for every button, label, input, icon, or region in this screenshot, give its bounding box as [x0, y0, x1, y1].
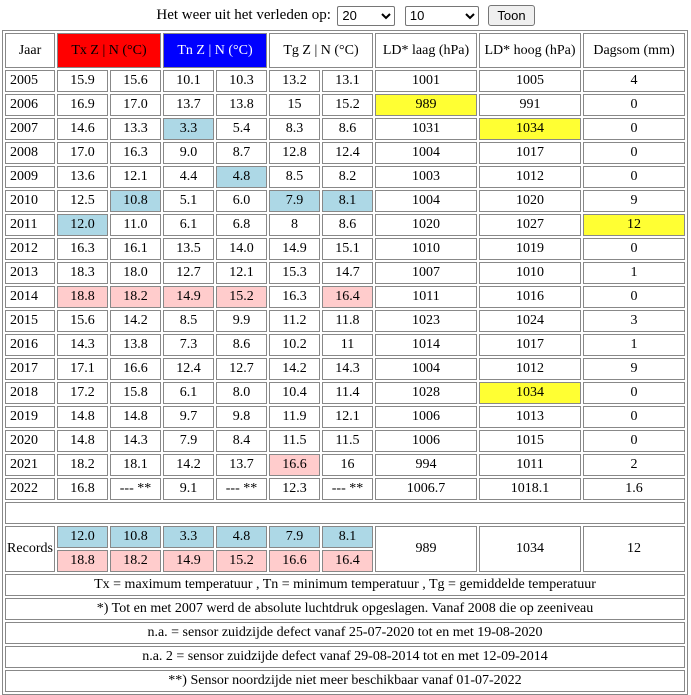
table-row [5, 358, 685, 380]
cell-rain: 1 [583, 334, 685, 356]
cell-tn-north: 8.4 [216, 430, 267, 452]
cell-tn-north: 5.4 [216, 118, 267, 140]
records-label: Records [5, 526, 55, 572]
cell-tg-south: 8 [269, 214, 320, 236]
note-row [5, 670, 685, 692]
cell-tg-north: 16.4 [322, 286, 373, 308]
cell-tn-north: 12.7 [216, 358, 267, 380]
header-rain: Dagsom (mm) [583, 33, 685, 68]
cell-tn-north: 8.0 [216, 382, 267, 404]
cell-tx-south: 18.2 [57, 454, 108, 476]
cell-year: 2020 [5, 430, 55, 452]
cell-year: 2010 [5, 190, 55, 212]
cell-rain: 2 [583, 454, 685, 476]
record-ld-high: 1034 [479, 526, 581, 572]
table-row [5, 118, 685, 140]
cell-tn-north: 12.1 [216, 262, 267, 284]
cell-tx-north: 10.8 [110, 190, 161, 212]
cell-tn-north: 15.2 [216, 286, 267, 308]
cell-ld-low: 1031 [375, 118, 477, 140]
record-high-cell: 18.2 [110, 550, 161, 572]
cell-year: 2016 [5, 334, 55, 356]
record-low-cell: 4.8 [216, 526, 267, 548]
record-low-cell: 8.1 [322, 526, 373, 548]
note-row [5, 574, 685, 596]
cell-tn-south: 9.0 [163, 142, 214, 164]
cell-tg-north: 11 [322, 334, 373, 356]
note-row [5, 646, 685, 668]
cell-tx-south: 17.2 [57, 382, 108, 404]
cell-year: 2011 [5, 214, 55, 236]
header-ld-low: LD* laag (hPa) [375, 33, 477, 68]
table-row [5, 478, 685, 500]
cell-tn-south: 4.4 [163, 166, 214, 188]
cell-tx-north: 16.6 [110, 358, 161, 380]
cell-tg-north: 16 [322, 454, 373, 476]
cell-rain: 0 [583, 94, 685, 116]
table-row [5, 430, 685, 452]
cell-year: 2021 [5, 454, 55, 476]
cell-ld-low: 1020 [375, 214, 477, 236]
cell-ld-low: 1003 [375, 166, 477, 188]
cell-year: 2007 [5, 118, 55, 140]
cell-tg-south: 16.6 [269, 454, 320, 476]
cell-rain: 0 [583, 142, 685, 164]
record-low-cell: 7.9 [269, 526, 320, 548]
cell-tn-south: 9.7 [163, 406, 214, 428]
cell-tg-south: 14.9 [269, 238, 320, 260]
cell-tg-north: 12.1 [322, 406, 373, 428]
cell-rain: 1 [583, 262, 685, 284]
cell-tx-south: 16.8 [57, 478, 108, 500]
cell-tx-north: 18.1 [110, 454, 161, 476]
cell-year: 2008 [5, 142, 55, 164]
header-row [5, 33, 685, 68]
cell-tn-south: 8.5 [163, 310, 214, 332]
cell-tg-south: 8.3 [269, 118, 320, 140]
cell-tg-north: 13.1 [322, 70, 373, 92]
cell-ld-high: 1015 [479, 430, 581, 452]
cell-rain: 0 [583, 406, 685, 428]
cell-tx-south: 12.5 [57, 190, 108, 212]
cell-tx-south: 15.9 [57, 70, 108, 92]
cell-rain: 3 [583, 310, 685, 332]
cell-tx-south: 15.6 [57, 310, 108, 332]
cell-ld-high: 1016 [479, 286, 581, 308]
cell-tg-south: 10.4 [269, 382, 320, 404]
cell-tx-north: 15.8 [110, 382, 161, 404]
cell-tn-south: 14.2 [163, 454, 214, 476]
record-high-cell: 16.4 [322, 550, 373, 572]
cell-ld-high: 1034 [479, 118, 581, 140]
records-section [5, 502, 685, 692]
record-high-cell: 15.2 [216, 550, 267, 572]
cell-year: 2009 [5, 166, 55, 188]
cell-tx-south: 18.3 [57, 262, 108, 284]
cell-ld-low: 1023 [375, 310, 477, 332]
header-tn: Tn Z | N (°C) [163, 33, 267, 68]
cell-rain: 0 [583, 430, 685, 452]
note-sensor-north: **) Sensor noordzijde niet meer beschikbaar vanaf 01-07-2022 [5, 670, 685, 692]
cell-tx-north: 17.0 [110, 94, 161, 116]
note-pressure: *) Tot en met 2007 werd de absolute luchtdruk opgeslagen. Vanaf 2008 die op zeeniveau [5, 598, 685, 620]
cell-tn-north: 10.3 [216, 70, 267, 92]
cell-rain: 0 [583, 166, 685, 188]
cell-tx-north: 14.3 [110, 430, 161, 452]
cell-ld-high: 991 [479, 94, 581, 116]
cell-ld-high: 1018.1 [479, 478, 581, 500]
query-controls [0, 5, 691, 29]
records-row-low [5, 526, 685, 548]
cell-tn-south: 7.3 [163, 334, 214, 356]
cell-tg-south: 11.9 [269, 406, 320, 428]
cell-ld-high: 1010 [479, 262, 581, 284]
spacer-row [5, 502, 685, 524]
cell-ld-high: 1034 [479, 382, 581, 404]
cell-tn-south: 10.1 [163, 70, 214, 92]
note-row [5, 622, 685, 644]
header-tx: Tx Z | N (°C) [57, 33, 161, 68]
record-ld-low: 989 [375, 526, 477, 572]
cell-tx-north: 13.8 [110, 334, 161, 356]
day-select[interactable] [337, 6, 395, 26]
cell-tg-north: 8.6 [322, 214, 373, 236]
cell-tx-south: 17.0 [57, 142, 108, 164]
note-sensor-2014: n.a. 2 = sensor zuidzijde defect vanaf 29-08-2014 tot en met 12-09-2014 [5, 646, 685, 668]
cell-ld-high: 1024 [479, 310, 581, 332]
cell-tg-north: 14.7 [322, 262, 373, 284]
cell-tx-north: 16.1 [110, 238, 161, 260]
cell-rain: 0 [583, 286, 685, 308]
table-row [5, 142, 685, 164]
note-legend: Tx = maximum temperatuur , Tn = minimum temperatuur , Tg = gemiddelde temperatuur [5, 574, 685, 596]
record-high-cell: 16.6 [269, 550, 320, 572]
cell-tn-north: --- ** [216, 478, 267, 500]
weather-history-table [2, 30, 688, 695]
month-select[interactable] [405, 6, 479, 26]
cell-ld-high: 1027 [479, 214, 581, 236]
cell-tg-north: 11.4 [322, 382, 373, 404]
cell-rain: 12 [583, 214, 685, 236]
cell-ld-low: 1006 [375, 430, 477, 452]
cell-ld-low: 1004 [375, 142, 477, 164]
record-low-cell: 10.8 [110, 526, 161, 548]
table-row [5, 190, 685, 212]
record-high-cell: 18.8 [57, 550, 108, 572]
cell-tg-south: 10.2 [269, 334, 320, 356]
cell-ld-high: 1020 [479, 190, 581, 212]
cell-tn-south: 14.9 [163, 286, 214, 308]
cell-tx-north: 13.3 [110, 118, 161, 140]
cell-ld-low: 1014 [375, 334, 477, 356]
cell-tn-south: 12.4 [163, 358, 214, 380]
cell-tx-south: 12.0 [57, 214, 108, 236]
record-low-cell: 3.3 [163, 526, 214, 548]
cell-tg-south: 11.2 [269, 310, 320, 332]
show-button[interactable]: Toon [488, 5, 534, 26]
cell-tg-south: 8.5 [269, 166, 320, 188]
cell-tn-south: 5.1 [163, 190, 214, 212]
cell-tg-south: 16.3 [269, 286, 320, 308]
year-rows [5, 70, 685, 500]
table-row [5, 238, 685, 260]
cell-tg-north: 15.2 [322, 94, 373, 116]
cell-ld-low: 1006 [375, 406, 477, 428]
table-row [5, 406, 685, 428]
cell-rain: 9 [583, 358, 685, 380]
cell-tn-north: 8.7 [216, 142, 267, 164]
cell-rain: 4 [583, 70, 685, 92]
cell-tx-north: 18.0 [110, 262, 161, 284]
cell-ld-low: 1028 [375, 382, 477, 404]
cell-ld-high: 1017 [479, 142, 581, 164]
cell-tn-south: 13.7 [163, 94, 214, 116]
cell-tg-north: 12.4 [322, 142, 373, 164]
cell-tn-north: 8.6 [216, 334, 267, 356]
cell-tg-north: 8.6 [322, 118, 373, 140]
cell-tx-south: 13.6 [57, 166, 108, 188]
cell-tn-north: 6.0 [216, 190, 267, 212]
note-row [5, 598, 685, 620]
cell-year: 2012 [5, 238, 55, 260]
cell-year: 2014 [5, 286, 55, 308]
cell-tx-north: 14.2 [110, 310, 161, 332]
cell-ld-high: 1012 [479, 166, 581, 188]
cell-ld-high: 1019 [479, 238, 581, 260]
cell-ld-high: 1005 [479, 70, 581, 92]
table-row [5, 166, 685, 188]
cell-rain: 0 [583, 118, 685, 140]
table-row [5, 94, 685, 116]
cell-rain: 1.6 [583, 478, 685, 500]
cell-tx-north: 12.1 [110, 166, 161, 188]
table-row [5, 334, 685, 356]
cell-rain: 0 [583, 382, 685, 404]
cell-year: 2022 [5, 478, 55, 500]
cell-ld-high: 1013 [479, 406, 581, 428]
cell-tn-south: 13.5 [163, 238, 214, 260]
cell-tx-south: 14.8 [57, 430, 108, 452]
record-low-cell: 12.0 [57, 526, 108, 548]
cell-year: 2019 [5, 406, 55, 428]
cell-tg-north: 14.3 [322, 358, 373, 380]
cell-tx-south: 14.8 [57, 406, 108, 428]
cell-tx-north: 18.2 [110, 286, 161, 308]
cell-tx-north: 16.3 [110, 142, 161, 164]
table-row [5, 286, 685, 308]
cell-tx-south: 16.3 [57, 238, 108, 260]
cell-tg-south: 11.5 [269, 430, 320, 452]
cell-tx-north: 11.0 [110, 214, 161, 236]
cell-year: 2018 [5, 382, 55, 404]
cell-tg-north: 11.8 [322, 310, 373, 332]
record-rain: 12 [583, 526, 685, 572]
cell-tg-south: 15 [269, 94, 320, 116]
cell-tg-south: 13.2 [269, 70, 320, 92]
cell-year: 2017 [5, 358, 55, 380]
cell-tx-south: 14.3 [57, 334, 108, 356]
table-row [5, 214, 685, 236]
cell-tg-south: 12.3 [269, 478, 320, 500]
cell-tn-south: 6.1 [163, 214, 214, 236]
cell-tx-north: 14.8 [110, 406, 161, 428]
cell-tn-north: 9.8 [216, 406, 267, 428]
cell-tx-north: --- ** [110, 478, 161, 500]
cell-tx-south: 16.9 [57, 94, 108, 116]
cell-ld-low: 1006.7 [375, 478, 477, 500]
cell-ld-low: 1001 [375, 70, 477, 92]
cell-rain: 9 [583, 190, 685, 212]
cell-tg-north: --- ** [322, 478, 373, 500]
cell-tn-north: 13.7 [216, 454, 267, 476]
cell-tg-south: 7.9 [269, 190, 320, 212]
header-year: Jaar [5, 33, 55, 68]
cell-tg-north: 15.1 [322, 238, 373, 260]
cell-tx-north: 15.6 [110, 70, 161, 92]
cell-tg-north: 8.1 [322, 190, 373, 212]
header-tg: Tg Z | N (°C) [269, 33, 373, 68]
note-sensor-2020: n.a. = sensor zuidzijde defect vanaf 25-07-2020 tot en met 19-08-2020 [5, 622, 685, 644]
cell-tg-south: 12.8 [269, 142, 320, 164]
cell-ld-low: 1010 [375, 238, 477, 260]
cell-ld-high: 1012 [479, 358, 581, 380]
cell-ld-low: 994 [375, 454, 477, 476]
cell-tn-south: 9.1 [163, 478, 214, 500]
cell-tn-south: 12.7 [163, 262, 214, 284]
cell-rain: 0 [583, 238, 685, 260]
table-row [5, 454, 685, 476]
cell-tx-south: 14.6 [57, 118, 108, 140]
cell-tn-south: 7.9 [163, 430, 214, 452]
cell-tg-north: 8.2 [322, 166, 373, 188]
cell-tn-north: 4.8 [216, 166, 267, 188]
cell-tn-north: 9.9 [216, 310, 267, 332]
cell-tn-south: 3.3 [163, 118, 214, 140]
cell-tn-north: 6.8 [216, 214, 267, 236]
cell-ld-high: 1011 [479, 454, 581, 476]
cell-tx-south: 18.8 [57, 286, 108, 308]
cell-ld-high: 1017 [479, 334, 581, 356]
record-high-cell: 14.9 [163, 550, 214, 572]
cell-tg-south: 15.3 [269, 262, 320, 284]
table-row [5, 70, 685, 92]
cell-ld-low: 1004 [375, 358, 477, 380]
table-row [5, 262, 685, 284]
table-row [5, 382, 685, 404]
cell-tn-north: 14.0 [216, 238, 267, 260]
cell-year: 2005 [5, 70, 55, 92]
table-row [5, 310, 685, 332]
cell-tx-south: 17.1 [57, 358, 108, 380]
cell-tn-north: 13.8 [216, 94, 267, 116]
cell-ld-low: 1004 [375, 190, 477, 212]
header-ld-high: LD* hoog (hPa) [479, 33, 581, 68]
cell-ld-low: 1007 [375, 262, 477, 284]
cell-tg-north: 11.5 [322, 430, 373, 452]
cell-year: 2013 [5, 262, 55, 284]
spacer-cell [5, 502, 685, 524]
query-label: Het weer uit het verleden op: [156, 7, 331, 23]
cell-year: 2006 [5, 94, 55, 116]
cell-year: 2015 [5, 310, 55, 332]
cell-tn-south: 6.1 [163, 382, 214, 404]
cell-ld-low: 989 [375, 94, 477, 116]
cell-ld-low: 1011 [375, 286, 477, 308]
cell-tg-south: 14.2 [269, 358, 320, 380]
